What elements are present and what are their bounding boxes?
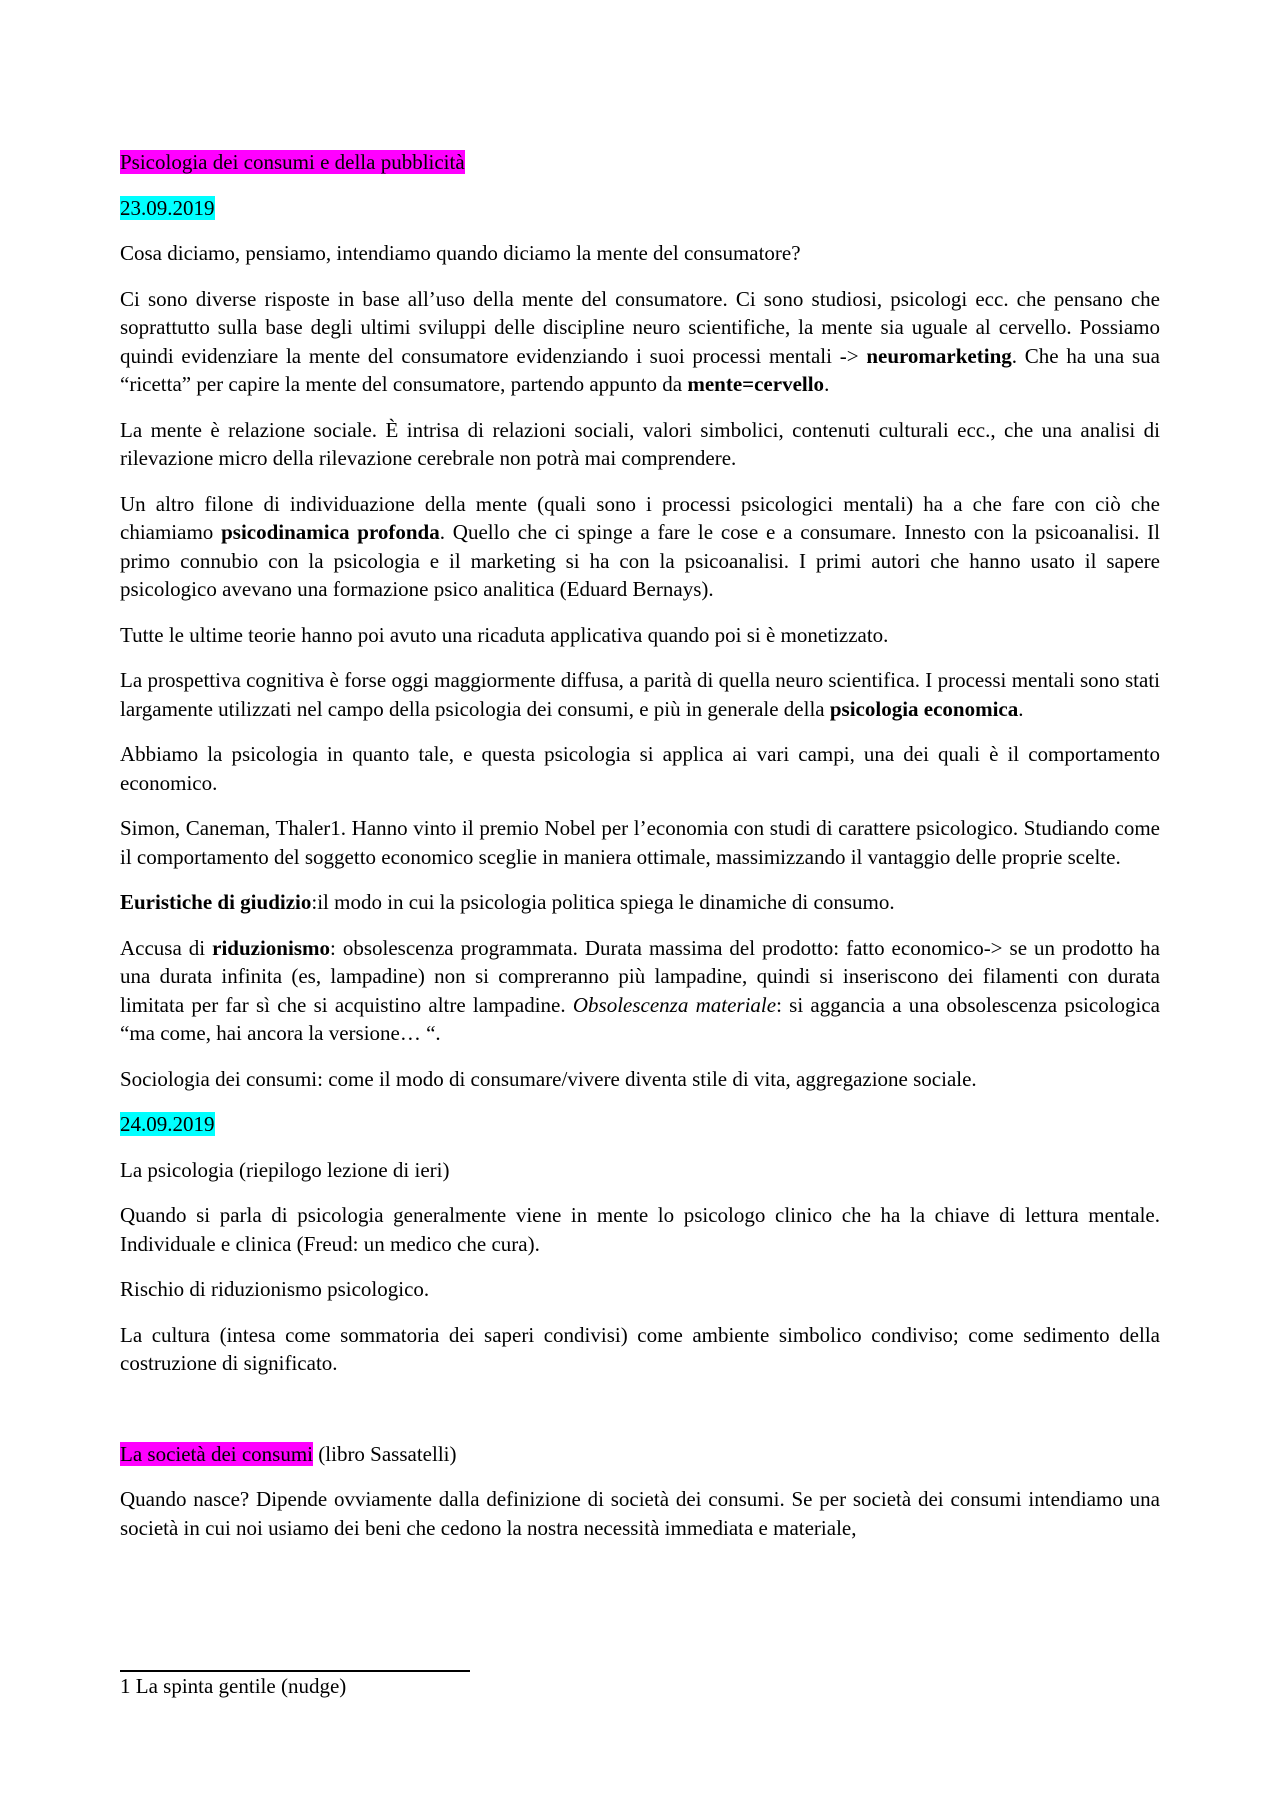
- paragraph-1: Cosa diciamo, pensiamo, intendiamo quando diciamo la mente del consumatore?: [120, 241, 801, 265]
- text-run: .: [824, 372, 830, 396]
- paragraph-10: [120, 934, 1160, 1048]
- text-run: . Quello che ci spinge a fare le cose e a consumare. Innesto con la psicoanalisi. Il primo connubio con la psicologia e il marketing si ha con la psicoanalisi. I primi autori che hanno usato il sapere psicologico avevano una formazione psico analitica (Eduard Bernays).: [120, 520, 1160, 601]
- text-run: Ci sono diverse risposte in base all’uso della mente del consumatore. Ci sono studiosi, psicologi ecc. che pensano che soprattutto sulla base degli ultimi sviluppi delle discipline neuro scientifiche, la mente sia uguale al cervello. Possiamo quindi evidenziare la mente del consumatore evidenziando i suoi processi mentali ->: [120, 286, 1160, 368]
- paragraph-8: Simon, Caneman, Thaler1. Hanno vinto il premio Nobel per l’economia con studi di carattere psicologico. Studiando come il comportamento del soggetto economico sceglie in maniera ottimale, massimizzando il vantaggio delle proprie scelte.: [120, 816, 1160, 869]
- date-heading-2: [120, 1110, 1160, 1139]
- section-suffix: (libro Sassatelli): [313, 1441, 457, 1466]
- bold-term-euristiche: Euristiche di giudizio: [120, 890, 312, 914]
- bold-term-neuromarketing: neuromarketing: [866, 343, 1012, 368]
- text-run: Accusa di: [120, 935, 213, 960]
- paragraph-9: [120, 888, 1160, 917]
- paragraph-4: [120, 490, 1160, 604]
- paragraph-5: Tutte le ultime teorie hanno poi avuto una ricaduta applicativa quando poi si è monetizzato.: [120, 622, 889, 647]
- paragraph-7: Abbiamo la psicologia in quanto tale, e questa psicologia si applica ai vari campi, una dei quali è il comportamento economico.: [120, 742, 1160, 795]
- bold-term-psicodinamica: psicodinamica profonda: [221, 520, 440, 544]
- paragraph-15: La cultura (intesa come sommatoria dei saperi condivisi) come ambiente simbolico condiviso; come sedimento della costruzione di significato.: [120, 1322, 1160, 1375]
- date-highlight-2: 24.09.2019: [120, 1112, 215, 1136]
- bold-term-riduzionismo: riduzionismo: [212, 935, 330, 960]
- text-run: :il modo in cui la psicologia politica spiega le dinamiche di consumo.: [311, 890, 895, 914]
- date-highlight-1: 23.09.2019: [120, 195, 215, 220]
- document-title: [120, 148, 1160, 177]
- paragraph-11: Sociologia dei consumi: come il modo di consumare/vivere diventa stile di vita, aggregazione sociale.: [120, 1066, 977, 1091]
- italic-term-obsolescenza: Obsolescenza materiale: [572, 992, 777, 1017]
- paragraph-12: La psicologia (riepilogo lezione di ieri): [120, 1157, 450, 1182]
- paragraph-6: [120, 666, 1160, 723]
- text-run: La prospettiva cognitiva è forse oggi maggiormente diffusa, a parità di quella neuro scientifica. I processi mentali sono stati largamente utilizzati nel campo della psicologia dei consumi, e più in generale della: [120, 668, 1160, 721]
- bold-term-mente-cervello: mente=cervello: [687, 372, 825, 396]
- text-run: .: [1018, 696, 1024, 721]
- bold-term-psicologia-economica: psicologia economica: [829, 696, 1019, 721]
- title-highlight: Psicologia dei consumi e della pubblicità: [120, 150, 465, 174]
- section-heading-2: [120, 1440, 1160, 1469]
- paragraph-13: Quando si parla di psicologia generalmente viene in mente lo psicologo clinico che ha la chiave di lettura mentale. Individuale e clinica (Freud: un medico che cura).: [120, 1203, 1160, 1256]
- paragraph-3: La mente è relazione sociale. È intrisa di relazioni sociali, valori simbolici, contenuti culturali ecc., che una analisi di rilevazione micro della rilevazione cerebrale non potrà mai comprendere.: [120, 417, 1160, 470]
- text-run: : obsolescenza programmata. Durata massima del prodotto: fatto economico-> se un prodotto ha una durata infinita (es, lampadine) non si compreranno più lampadine, quindi si inseriscono dei filamenti con durata limitata per far sì che si acquistino altre lampadine.: [120, 935, 1160, 1017]
- text-run: : si aggancia a una obsolescenza psicologica “ma come, hai ancora la versione… “.: [120, 992, 1161, 1045]
- date-heading-1: [120, 194, 1160, 223]
- section-highlight: La società dei consumi: [120, 1441, 314, 1466]
- paragraph-2: [120, 285, 1160, 399]
- paragraph-16: Quando nasce? Dipende ovviamente dalla definizione di società dei consumi. Se per società dei consumi intendiamo una società in cui noi usiamo dei beni che cedono la nostra necessità immediata e materiale,: [120, 1487, 1160, 1540]
- paragraph-14: Rischio di riduzionismo psicologico.: [120, 1277, 430, 1301]
- text-run: Un altro filone di individuazione della mente (quali sono i processi psicologici mentali) ha a che fare con ciò che chiamiamo: [120, 491, 1160, 544]
- footnote: 1 La spinta gentile (nudge): [120, 1674, 347, 1698]
- document-body: [120, 148, 1160, 1559]
- text-run: . Che ha una sua “ricetta” per capire la mente del consumatore, partendo appunto da: [120, 343, 1160, 396]
